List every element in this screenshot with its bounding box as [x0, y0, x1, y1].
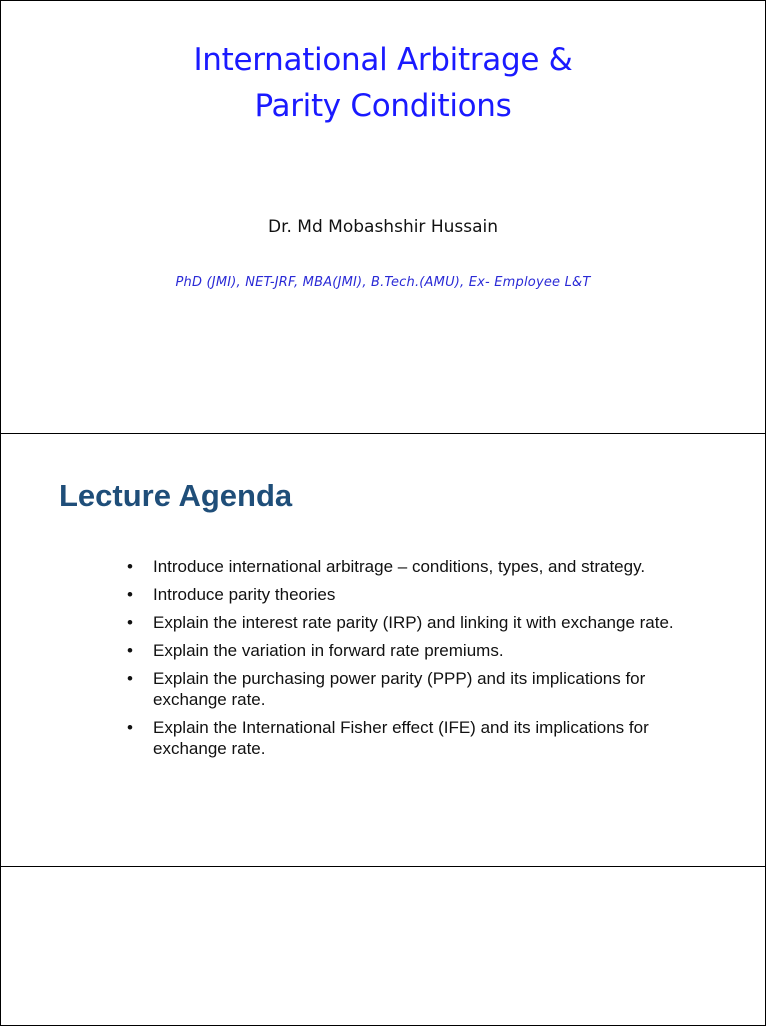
title-line-2: Parity Conditions: [254, 88, 512, 124]
author-credentials: PhD (JMI), NET-JRF, MBA(JMI), B.Tech.(AMU), Ex- Employee L&T: [175, 275, 591, 290]
agenda-item-text: Explain the interest rate parity (IRP) and linking it with exchange rate.: [153, 613, 674, 632]
bullet-icon: •: [127, 585, 133, 604]
agenda-item: [125, 556, 685, 577]
agenda-item: [125, 717, 685, 759]
agenda-item-text: Introduce international arbitrage – conditions, types, and strategy.: [153, 557, 646, 576]
slide-blank: [0, 866, 766, 1026]
agenda-item: [125, 640, 685, 661]
agenda-list: [125, 556, 685, 766]
author-name: Dr. Md Mobashshir Hussain: [267, 217, 499, 237]
bullet-icon: •: [127, 613, 133, 632]
agenda-item-text: Explain the International Fisher effect (IFE) and its implications for exchange rate.: [153, 718, 649, 758]
agenda-item: [125, 668, 685, 710]
agenda-item: [125, 612, 685, 633]
bullet-icon: •: [127, 557, 133, 576]
agenda-item-text: Explain the variation in forward rate premiums.: [153, 641, 504, 660]
slide-agenda: [0, 433, 766, 867]
agenda-item: [125, 584, 685, 605]
bullet-icon: •: [127, 641, 133, 660]
agenda-item-text: Explain the purchasing power parity (PPP) and its implications for exchange rate.: [153, 669, 646, 709]
bullet-icon: •: [127, 718, 133, 737]
agenda-title: Lecture Agenda: [59, 478, 293, 513]
slide-title: [0, 0, 766, 434]
title-line-1: International Arbitrage &: [193, 42, 573, 78]
agenda-item-text: Introduce parity theories: [153, 585, 336, 604]
bullet-icon: •: [127, 669, 133, 688]
presentation-title: [1, 37, 765, 129]
